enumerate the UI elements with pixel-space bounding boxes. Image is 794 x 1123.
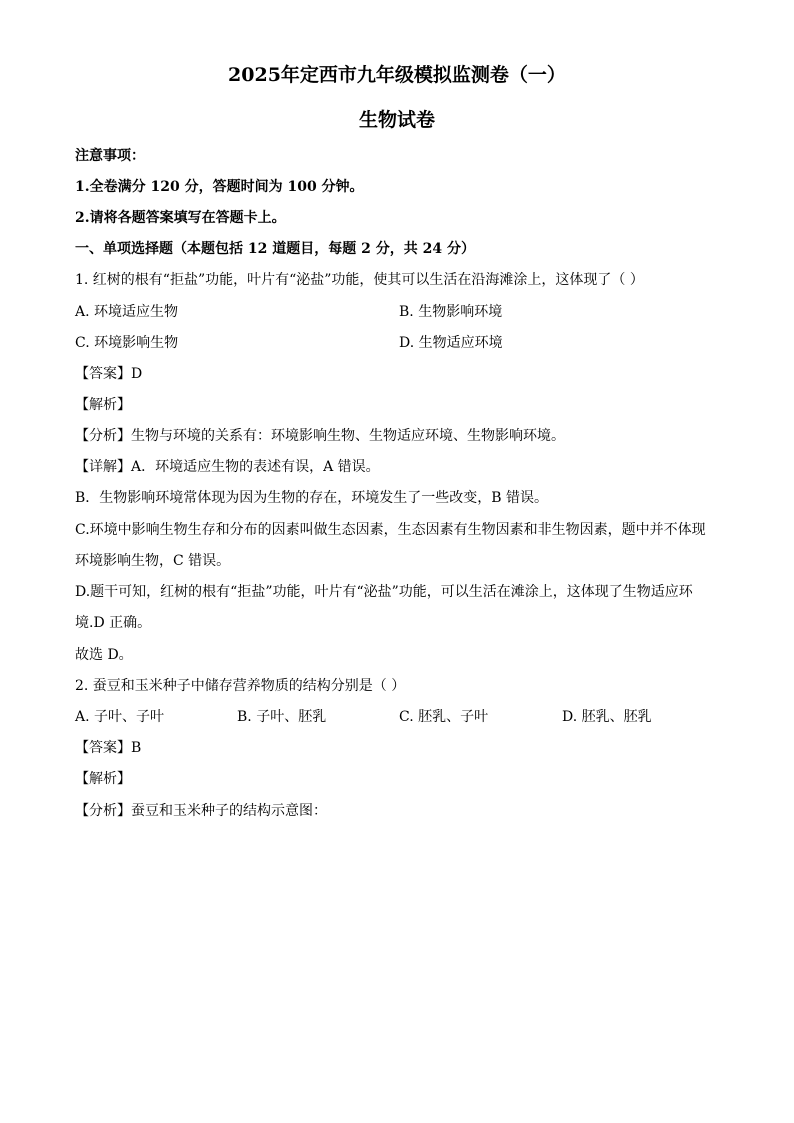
question-1-analysis-label: 【解析】 bbox=[75, 397, 131, 413]
question-2-fenxi: 【分析】蚕豆和玉米种子的结构示意图： bbox=[75, 803, 327, 819]
section-1-heading: 一、单项选择题（本题包括 12 道题目，每题 2 分，共 24 分） bbox=[75, 241, 475, 257]
notice-heading: 注意事项： bbox=[75, 148, 145, 164]
question-1-option-a: A. 环境适应生物 bbox=[75, 304, 179, 320]
question-1-conclusion: 故选 D。 bbox=[75, 647, 133, 663]
question-1-stem: 1. 红树的根有“拒盐”功能，叶片有“泌盐”功能，使其可以生活在沿海滩涂上，这体现了（ ） bbox=[75, 272, 644, 288]
question-1-detail-d-line-2: 境.D 正确。 bbox=[75, 615, 152, 631]
question-1-detail-c-line-2: 环境影响生物，C 错误。 bbox=[75, 553, 231, 569]
question-1-fenxi: 【分析】生物与环境的关系有：环境影响生物、生物适应环境、生物影响环境。 bbox=[75, 428, 565, 444]
question-2-option-c: C. 胚乳、子叶 bbox=[399, 709, 489, 725]
page-title: 2025年定西市九年级模拟监测卷（一） bbox=[228, 64, 566, 86]
notice-item-2: 2.请将各题答案填写在答题卡上。 bbox=[75, 210, 286, 226]
question-1-detail-b: B．生物影响环境常体现为因为生物的存在，环境发生了一些改变，B 错误。 bbox=[75, 490, 549, 506]
question-2-option-b: B. 子叶、胚乳 bbox=[237, 709, 327, 725]
question-1-option-d: D. 生物适应环境 bbox=[399, 335, 503, 351]
notice-item-1: 1.全卷满分 120 分，答题时间为 100 分钟。 bbox=[75, 179, 364, 195]
question-1-option-c: C. 环境影响生物 bbox=[75, 335, 179, 351]
question-1-option-b: B. 生物影响环境 bbox=[399, 304, 503, 320]
question-2-stem: 2. 蚕豆和玉米种子中储存营养物质的结构分别是（ ） bbox=[75, 678, 406, 694]
question-1-detail-a: 【详解】A．环境适应生物的表述有误，A 错误。 bbox=[75, 459, 380, 475]
question-2-option-d: D. 胚乳、胚乳 bbox=[562, 709, 652, 725]
question-2-answer: 【答案】B bbox=[75, 740, 142, 756]
question-1-detail-c-line-1: C.环境中影响生物生存和分布的因素叫做生态因素，生态因素有生物因素和非生物因素，题中并不体现 bbox=[75, 522, 706, 538]
question-1-detail-d-line-1: D.题干可知，红树的根有“拒盐”功能，叶片有“泌盐”功能，可以生活在滩涂上，这体现了生物适应环 bbox=[75, 584, 693, 600]
question-1-answer: 【答案】D bbox=[75, 366, 143, 382]
page-subtitle: 生物试卷 bbox=[358, 109, 435, 131]
question-2-analysis-label: 【解析】 bbox=[75, 771, 131, 787]
question-2-option-a: A. 子叶、子叶 bbox=[75, 709, 165, 725]
